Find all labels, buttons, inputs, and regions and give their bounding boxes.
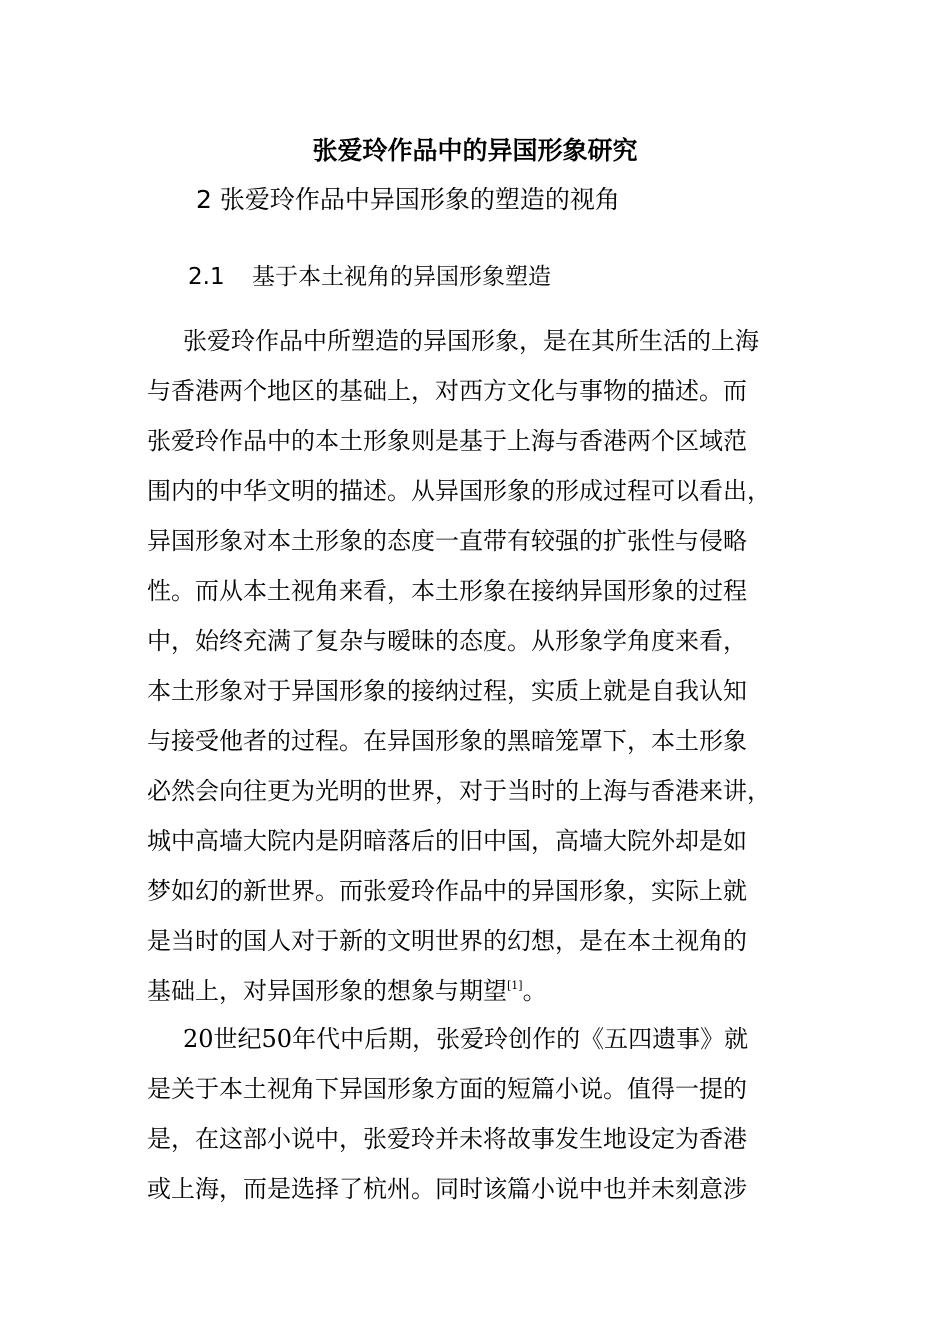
paragraph-line: 张爱玲作品中的本土形象则是基于上海与香港两个区域范 [147, 427, 747, 455]
paragraph-line: 20世纪50年代中后期，张爱玲创作的《五四遗事》就 [183, 1025, 749, 1053]
paragraph-last-line [147, 966, 807, 1016]
paragraph-line: 梦如幻的新世界。而张爱玲作品中的异国形象，实际上就 [147, 877, 747, 905]
paragraph-line: 中，始终充满了复杂与暧昧的态度。从形象学角度来看， [147, 627, 747, 655]
paragraph-line: 与香港两个地区的基础上，对西方文化与事物的描述。而 [147, 377, 747, 405]
paragraph-line: 或上海，而是选择了杭州。同时该篇小说中也并未刻意涉 [147, 1175, 747, 1203]
paragraph-line: 张爱玲作品中所塑造的异国形象，是在其所生活的上海 [183, 327, 759, 355]
section-number: 2.1 [188, 264, 225, 290]
paragraph-line: 围内的中华文明的描述。从异国形象的形成过程可以看出， [147, 477, 771, 505]
paragraph-last-line-text: 基础上，对异国形象的想象与期望 [147, 977, 507, 1005]
paragraph-line: 异国形象对本土形象的态度一直带有较强的扩张性与侵略 [147, 527, 747, 555]
paragraph-line: 是关于本土视角下异国形象方面的短篇小说。值得一提的 [147, 1075, 747, 1103]
paragraph-line: 本土形象对于异国形象的接纳过程，实质上就是自我认知 [147, 677, 747, 705]
paragraph-line: 必然会向往更为光明的世界，对于当时的上海与香港来讲， [147, 777, 771, 805]
citation-link[interactable]: [1] [507, 979, 523, 992]
section-title: 基于本土视角的异国形象塑造 [252, 264, 551, 290]
paragraph-1 [147, 316, 807, 1016]
paragraph-2 [147, 1014, 807, 1214]
paragraph-end-punctuation: 。 [522, 977, 547, 1005]
paragraph-line: 与接受他者的过程。在异国形象的黑暗笼罩下，本土形象 [147, 727, 747, 755]
paragraph-line: 性。而从本土视角来看，本土形象在接纳异国形象的过程 [147, 577, 747, 605]
document-title: 张爱玲作品中的异国形象研究 [312, 136, 638, 165]
paragraph-line: 是当时的国人对于新的文明世界的幻想，是在本土视角的 [147, 927, 747, 955]
paragraph-line: 是，在这部小说中，张爱玲并未将故事发生地设定为香港 [147, 1125, 747, 1153]
chapter-heading: 2 张爱玲作品中异国形象的塑造的视角 [196, 185, 620, 214]
section-heading [188, 260, 551, 294]
paragraph-line: 城中高墙大院内是阴暗落后的旧中国，高墙大院外却是如 [147, 827, 747, 855]
